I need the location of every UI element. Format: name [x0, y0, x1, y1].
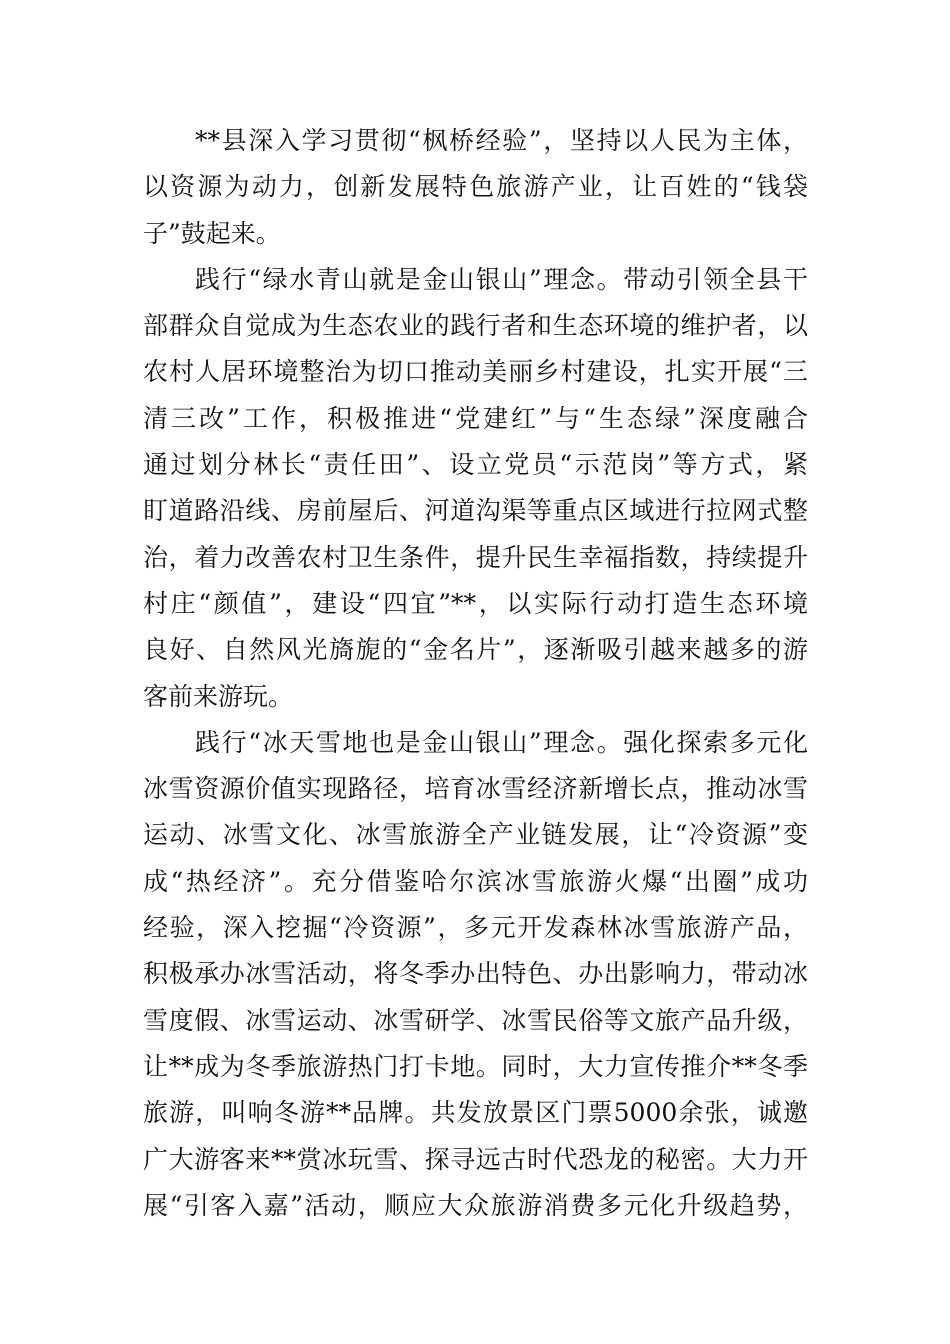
text-line: 广大游客来**赏冰玩雪、探寻远古时代恐龙的秘密。大力开 — [143, 1144, 808, 1174]
text-line: 旅游，叫响冬游**品牌。共发放景区门票5000余张，诚邀 — [143, 1098, 808, 1128]
text-line: 以资源为动力，创新发展特色旅游产业，让百姓的“钱袋 — [143, 172, 808, 202]
text-line: 积极承办冰雪活动，将冬季办出特色、办出影响力，带动冰 — [143, 959, 808, 989]
text-line: 通过划分林长“责任田”、设立党员“示范岗”等方式，紧 — [143, 450, 808, 480]
text-line: 践行“冰天雪地也是金山银山”理念。强化探索多元化 — [195, 727, 808, 757]
paragraph-green-mountains — [143, 257, 808, 720]
text-line: 展“引客入嘉”活动，顺应大众旅游消费多元化升级趋势， — [143, 1190, 808, 1220]
text-line: 村庄“颜值”，建设“四宜”**，以实际行动打造生态环境 — [143, 588, 808, 618]
text-line: 治，着力改善农村卫生条件，提升民生幸福指数，持续提升 — [143, 542, 808, 572]
document-body — [143, 118, 808, 1229]
text-line: 清三改”工作，积极推进“党建红”与“生态绿”深度融合 — [143, 403, 808, 433]
text-line: 冰雪资源价值实现路径，培育冰雪经济新增长点，推动冰雪 — [143, 774, 808, 804]
text-line: 运动、冰雪文化、冰雪旅游全产业链发展，让“冷资源”变 — [143, 820, 808, 850]
text-line: 让**成为冬季旅游热门打卡地。同时，大力宣传推介**冬季 — [143, 1051, 808, 1081]
paragraph-intro — [143, 118, 808, 257]
text-line: 农村人居环境整治为切口推动美丽乡村建设，扎实开展“三 — [143, 357, 808, 387]
text-line: 成“热经济”。充分借鉴哈尔滨冰雪旅游火爆“出圈”成功 — [143, 866, 808, 896]
text-line: 雪度假、冰雪运动、冰雪研学、冰雪民俗等文旅产品升级， — [143, 1005, 808, 1035]
text-line: 践行“绿水青山就是金山银山”理念。带动引领全县干 — [195, 264, 808, 294]
text-line: 客前来游玩。 — [143, 681, 294, 711]
paragraph-ice-snow — [143, 720, 808, 1229]
text-line: 经验，深入挖掘“冷资源”，多元开发森林冰雪旅游产品， — [143, 913, 808, 943]
text-line: 部群众自觉成为生态农业的践行者和生态环境的维护者，以 — [143, 311, 808, 341]
text-line: 盯道路沿线、房前屋后、河道沟渠等重点区域进行拉网式整 — [143, 496, 808, 526]
text-line: **县深入学习贯彻“枫桥经验”，坚持以人民为主体， — [195, 126, 808, 155]
text-line: 子”鼓起来。 — [143, 218, 281, 248]
text-line: 良好、自然风光旖旎的“金名片”，逐渐吸引越来越多的游 — [143, 635, 808, 665]
